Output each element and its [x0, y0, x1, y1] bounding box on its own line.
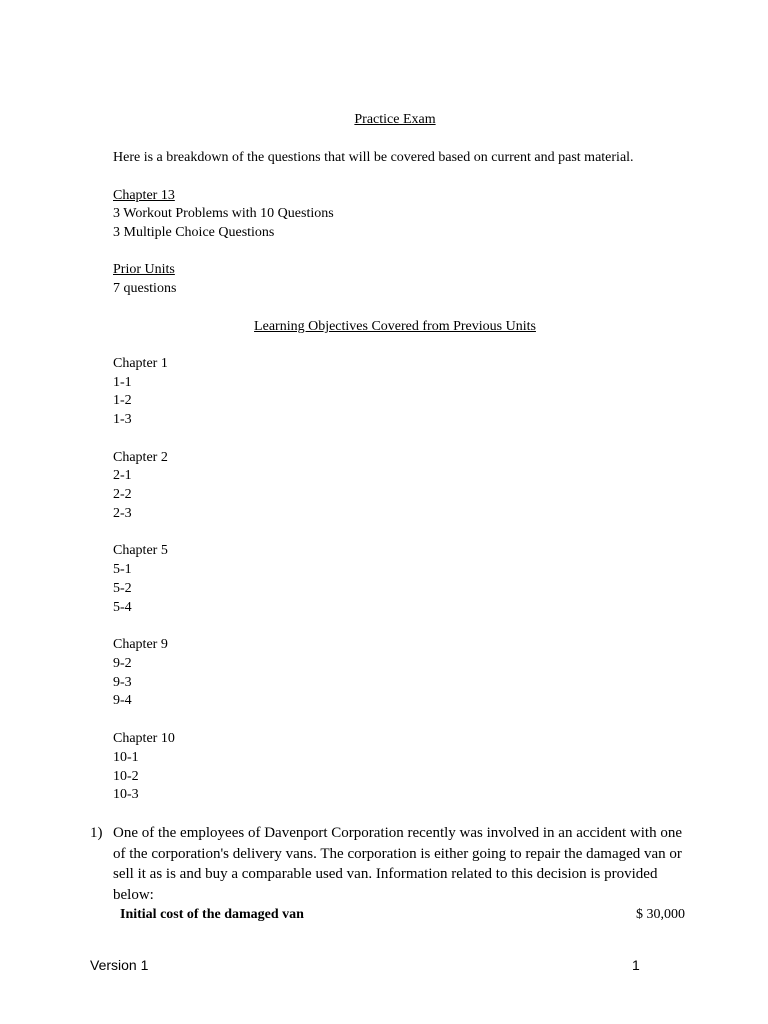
footer-version: Version 1: [90, 957, 149, 973]
objective-item: 1-2: [113, 393, 132, 408]
objective-item: 2-2: [113, 487, 132, 502]
footer-page-number: 1: [632, 957, 640, 973]
objective-item: 1-3: [113, 412, 132, 427]
prior-units-heading: Prior Units: [113, 262, 175, 277]
chapter13-item: 3 Multiple Choice Questions: [113, 225, 275, 240]
objective-item: 5-2: [113, 581, 132, 596]
objective-item: 1-1: [113, 375, 132, 390]
objective-item: 9-4: [113, 693, 132, 708]
objective-item: 9-3: [113, 675, 132, 690]
page-title: Practice Exam: [354, 112, 436, 127]
chapter-title: Chapter 1: [113, 356, 168, 371]
objective-item: 10-3: [113, 787, 139, 802]
chapter13-item: 3 Workout Problems with 10 Questions: [113, 206, 334, 221]
objectives-heading: Learning Objectives Covered from Previous Units: [254, 319, 536, 334]
objective-item: 10-2: [113, 769, 139, 784]
chapter-title: Chapter 10: [113, 731, 175, 746]
chapter-title: Chapter 2: [113, 450, 168, 465]
objective-item: 5-1: [113, 562, 132, 577]
objective-item: 5-4: [113, 600, 132, 615]
question-number: 1): [90, 825, 103, 841]
cost-row-label: Initial cost of the damaged van: [120, 907, 304, 922]
prior-units-item: 7 questions: [113, 281, 177, 296]
objective-item: 10-1: [113, 750, 139, 765]
chapter-title: Chapter 5: [113, 543, 168, 558]
question-text: One of the employees of Davenport Corporation recently was involved in an accident with one of the corporation's delivery vans. The corporation is either going to repair the damaged van or sell it as is and buy a comparable used van. Information related to this decision is provided below:: [113, 825, 682, 903]
chapter-title: Chapter 9: [113, 637, 168, 652]
objective-item: 9-2: [113, 656, 132, 671]
chapter13-heading: Chapter 13: [113, 188, 175, 203]
cost-row-value: $ 30,000: [636, 907, 685, 922]
objective-item: 2-3: [113, 506, 132, 521]
objective-item: 2-1: [113, 468, 132, 483]
intro-text: Here is a breakdown of the questions that will be covered based on current and past material.: [113, 150, 634, 165]
